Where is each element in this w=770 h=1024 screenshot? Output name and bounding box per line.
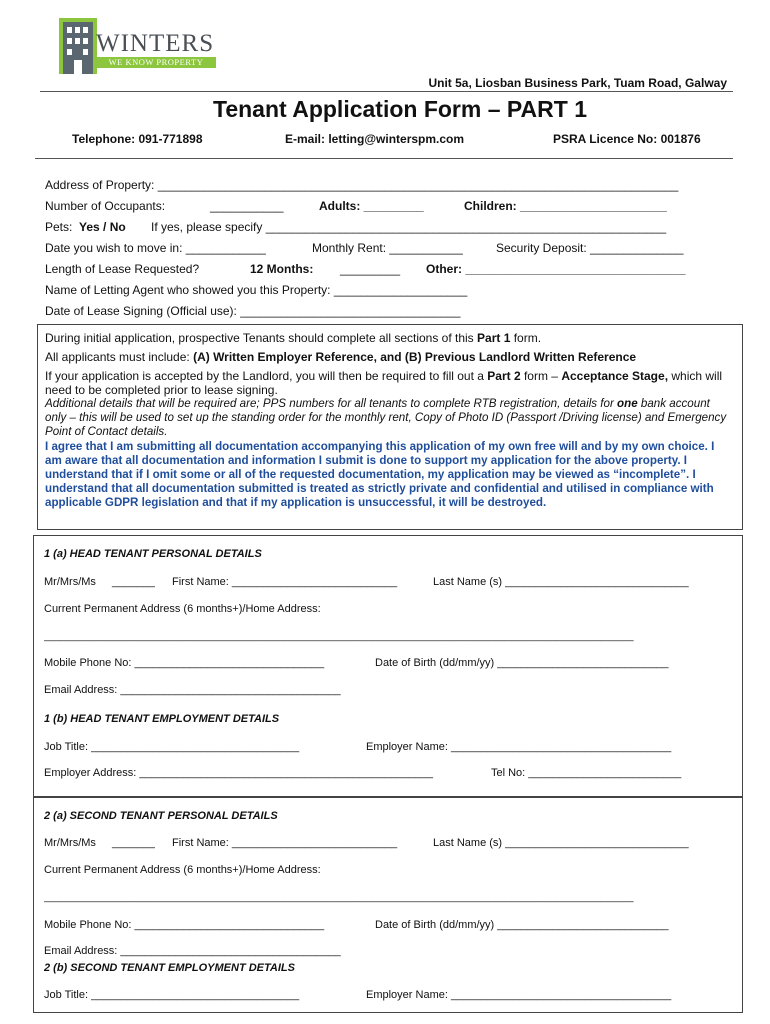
letting-agent-field[interactable]: Name of Letting Agent who showed you this Property: ____________________ — [45, 283, 468, 297]
head-title-label: Mr/Mrs/Ms — [44, 576, 96, 588]
head-title-field[interactable]: _______ — [112, 576, 155, 588]
second-employment-heading: 2 (b) SECOND TENANT EMPLOYMENT DETAILS — [44, 962, 295, 974]
head-address-field[interactable]: __________________________________________________________________________________________________________ — [44, 631, 634, 642]
head-employment-heading: 1 (b) HEAD TENANT EMPLOYMENT DETAILS — [44, 713, 280, 725]
notice-agreement: I agree that I am submitting all documentation accompanying this application of my own free will and by my own choice. I am aware that all documentation and information I submit is done to support my application for the above property. I understand that if I omit some or all of the requested documentation, my application may be viewed as “incomplete”. I understand that all documentation submitted is treated as strictly private and confidential and utilised in compliance with applicable GDPR legislation and that if my application is unsuccessful, it will be destroyed. — [45, 440, 715, 509]
head-email-field[interactable]: Email Address: ____________________________________ — [44, 684, 341, 696]
second-dob-field[interactable]: Date of Birth (dd/mm/yy) ____________________________ — [375, 919, 669, 931]
notice-line-1: During initial application, prospective Tenants should complete all sections of this Part 1 form. — [45, 331, 542, 345]
second-last-name-field[interactable]: Last Name (s) ______________________________ — [433, 837, 689, 849]
company-logo — [58, 16, 220, 78]
second-mobile-field[interactable]: Mobile Phone No: _______________________________ — [44, 919, 325, 931]
logo-name: WINTERS — [96, 30, 215, 57]
pets-label: Pets: — [45, 220, 73, 234]
email: E-mail: letting@winterspm.com — [285, 132, 465, 146]
head-personal-heading: 1 (a) HEAD TENANT PERSONAL DETAILS — [44, 548, 262, 560]
second-employer-name-field[interactable]: Employer Name: ____________________________________ — [366, 989, 672, 1001]
security-deposit-field[interactable]: Security Deposit: ______________ — [496, 241, 684, 255]
head-first-name-field[interactable]: First Name: ___________________________ — [172, 576, 398, 588]
psra-licence: PSRA Licence No: 001876 — [553, 132, 701, 146]
second-title-label: Mr/Mrs/Ms — [44, 837, 96, 849]
lease-12-months-field[interactable]: _________ — [340, 262, 401, 276]
lease-signing-date-field[interactable]: Date of Lease Signing (Official use): _________________________________ — [45, 304, 461, 318]
office-address: Unit 5a, Liosban Business Park, Tuam Road, Galway — [428, 76, 727, 90]
children-field[interactable]: Children: ______________________ — [464, 199, 667, 213]
second-first-name-field[interactable]: First Name: ___________________________ — [172, 837, 398, 849]
property-address-field[interactable]: Address of Property: ______________________________________________________________________________ — [45, 178, 679, 192]
move-in-date-field[interactable]: Date you wish to move in: ____________ — [45, 241, 266, 255]
notice-line-3: If your application is accepted by the Landlord, you will then be required to fill out a Part 2 form – Acceptance Stage, which will need to be completed prior to lease signing. — [45, 369, 723, 397]
page-title: Tenant Application Form – PART 1 — [213, 96, 587, 122]
head-mobile-field[interactable]: Mobile Phone No: _______________________________ — [44, 657, 325, 669]
lease-other-field[interactable]: Other: _________________________________ — [426, 262, 686, 276]
adults-field[interactable]: Adults: _________ — [319, 199, 424, 213]
notice-line-2: All applicants must include: (A) Written Employer Reference, and (B) Previous Landlord Written Reference — [45, 350, 637, 364]
second-job-title-field[interactable]: Job Title: __________________________________ — [44, 989, 300, 1001]
head-address-label: Current Permanent Address (6 months+)/Home Address: — [44, 603, 321, 615]
second-email-field[interactable]: Email Address: ____________________________________ — [44, 945, 341, 957]
building-logo-icon — [58, 16, 98, 76]
head-employer-address-field[interactable]: Employer Address: ________________________________________________ — [44, 767, 434, 779]
notice-additional-details: Additional details that will be required are; PPS numbers for all tenants to complete RTB registration, details for one bank account only – this will be used to set up the standing order for the monthly rent, Copy of Photo ID (Passport /Driving license) and Emergency Point of Contact details. — [45, 397, 727, 438]
second-personal-heading: 2 (a) SECOND TENANT PERSONAL DETAILS — [44, 810, 278, 822]
logo-tagline: WE KNOW PROPERTY — [96, 57, 216, 68]
lease-12-months: 12 Months: — [250, 262, 314, 276]
head-job-title-field[interactable]: Job Title: __________________________________ — [44, 741, 300, 753]
head-tel-field[interactable]: Tel No: _________________________ — [491, 767, 682, 779]
second-tenant-box — [33, 796, 743, 1013]
occupants-field[interactable]: ___________ — [210, 199, 284, 213]
head-employer-name-field[interactable]: Employer Name: ____________________________________ — [366, 741, 672, 753]
head-last-name-field[interactable]: Last Name (s) ______________________________ — [433, 576, 689, 588]
telephone: Telephone: 091-771898 — [72, 132, 203, 146]
second-address-field[interactable]: __________________________________________________________________________________________________________ — [44, 892, 634, 903]
pets-option[interactable]: Yes / No — [79, 220, 126, 234]
second-title-field[interactable]: _______ — [112, 837, 155, 849]
head-dob-field[interactable]: Date of Birth (dd/mm/yy) ____________________________ — [375, 657, 669, 669]
occupants-label: Number of Occupants: — [45, 199, 166, 213]
lease-length-label: Length of Lease Requested? — [45, 262, 200, 276]
pets-specify-field[interactable]: If yes, please specify ____________________________________________________________ — [151, 220, 667, 234]
second-address-label: Current Permanent Address (6 months+)/Home Address: — [44, 864, 321, 876]
monthly-rent-field[interactable]: Monthly Rent: ___________ — [312, 241, 463, 255]
